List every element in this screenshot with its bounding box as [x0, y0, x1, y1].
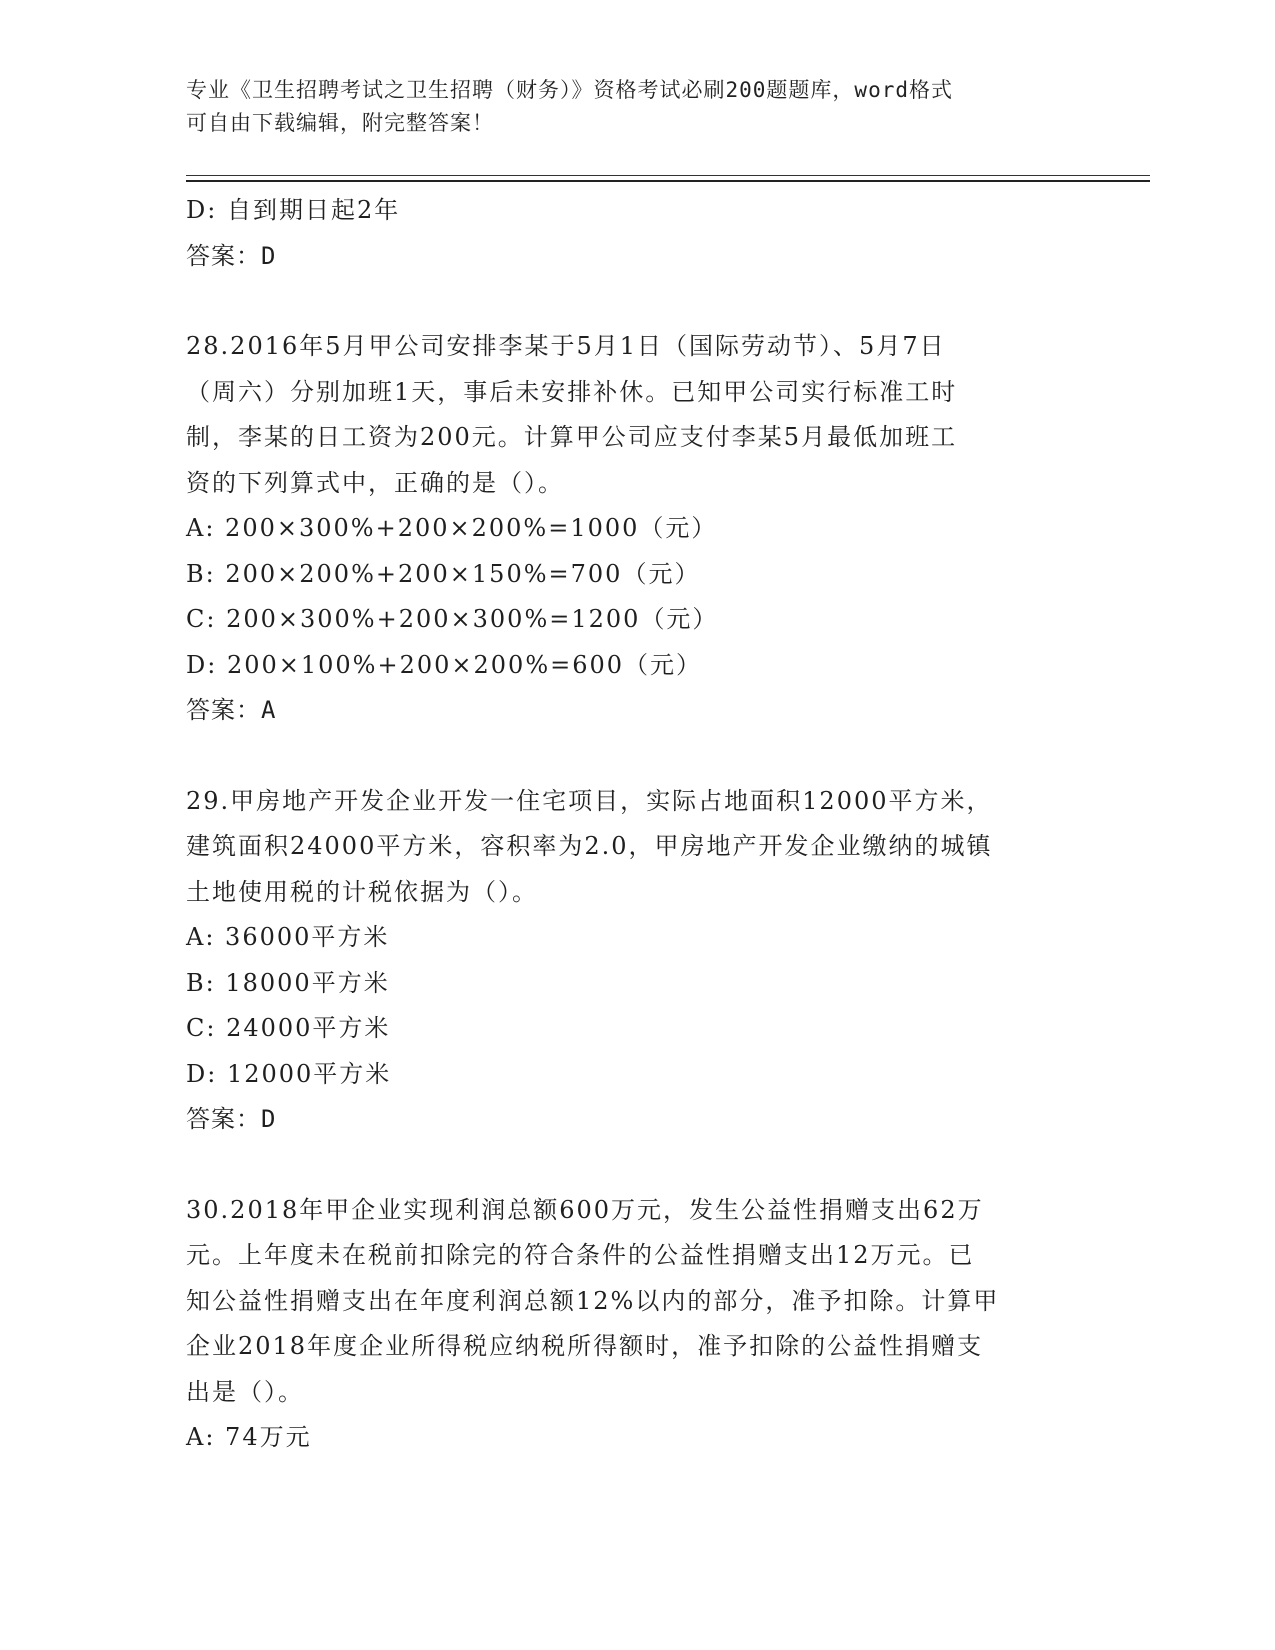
question-28 — [186, 324, 1086, 734]
header-rule-thin — [186, 175, 1150, 176]
option-d: D: 200×100%+200×200%=600（元） — [186, 650, 703, 679]
option-b: B: 18000平方米 — [186, 968, 390, 997]
question-stem-line: （周六）分别加班1天，事后未安排补休。已知甲公司实行标准工时 — [186, 377, 958, 406]
header-title-line-2: 可自由下载编辑，附完整答案！ — [186, 111, 494, 135]
question-stem-line: 建筑面积24000平方米，容积率为2.0，甲房地产开发企业缴纳的城镇 — [186, 832, 993, 860]
document-body — [186, 188, 1086, 1461]
question-29 — [186, 779, 1086, 1143]
option-a: A: 36000平方米 — [186, 923, 390, 951]
option-c: C: 200×300%+200×300%=1200（元） — [186, 605, 719, 633]
answer-line: 答案：D — [186, 241, 277, 270]
option-b: B: 200×200%+200×150%=700（元） — [186, 559, 701, 588]
previous-question-tail — [186, 188, 1086, 279]
option-d: D: 自到期日起2年 — [186, 196, 401, 224]
option-a: A: 74万元 — [186, 1423, 312, 1451]
question-stem-line: 出是（）。 — [186, 1377, 304, 1406]
header-title-line-1: 专业《卫生招聘考试之卫生招聘（财务）》资格考试必刷200题题库，word格式 — [186, 78, 953, 102]
answer-line: 答案：D — [186, 1105, 277, 1133]
question-stem-line: 制，李某的日工资为200元。计算甲公司应支付李某5月最低加班工 — [186, 423, 958, 451]
question-stem-line: 29.甲房地产开发企业开发一住宅项目，实际占地面积12000平方米， — [186, 786, 993, 815]
option-c: C: 24000平方米 — [186, 1014, 391, 1042]
question-stem-line: 知公益性捐赠支出在年度利润总额12%以内的部分，准予扣除。计算甲 — [186, 1286, 1000, 1315]
option-d: D: 12000平方米 — [186, 1059, 392, 1088]
question-stem-line: 土地使用税的计税依据为（）。 — [186, 877, 538, 906]
document-header — [186, 74, 1066, 140]
option-a: A: 200×300%+200×200%=1000（元） — [186, 514, 718, 542]
answer-line: 答案：A — [186, 696, 277, 724]
header-rule-thick — [186, 180, 1150, 182]
question-stem-line: 28.2016年5月甲公司安排李某于5月1日（国际劳动节）、5月7日 — [186, 332, 946, 360]
question-stem-line: 企业2018年度企业所得税应纳税所得额时，准予扣除的公益性捐赠支 — [186, 1332, 984, 1360]
question-stem-line: 元。上年度未在税前扣除完的符合条件的公益性捐赠支出12万元。已 — [186, 1241, 975, 1269]
question-stem-line: 30.2018年甲企业实现利润总额600万元，发生公益性捐赠支出62万 — [186, 1195, 984, 1224]
question-30 — [186, 1188, 1086, 1461]
question-stem-line: 资的下列算式中，正确的是（）。 — [186, 468, 564, 497]
